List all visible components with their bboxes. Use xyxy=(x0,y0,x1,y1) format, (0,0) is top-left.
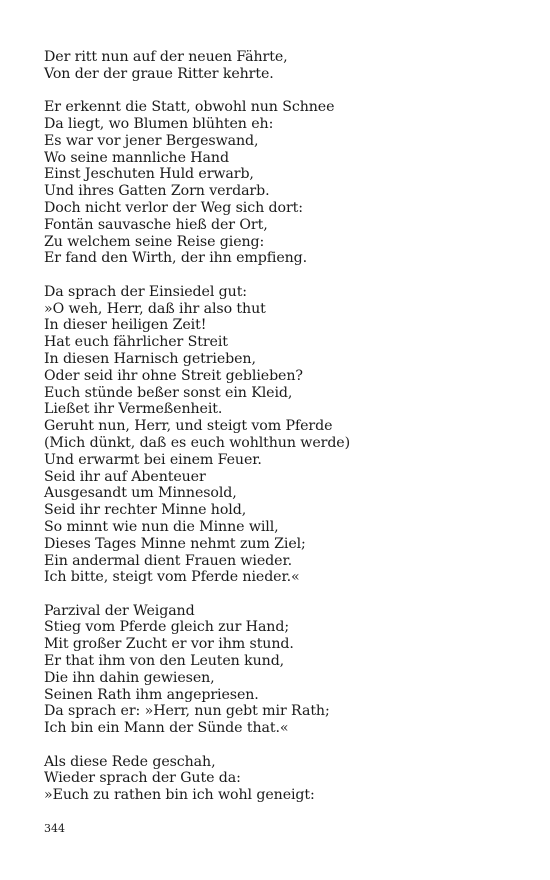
stanza xyxy=(44,49,524,83)
verse-line: Als diese Rede geschah, xyxy=(44,753,216,770)
verse-line: Ein andermal dient Frauen wieder. xyxy=(44,552,292,569)
verse-line: Fontän sauvasche hieß der Ort, xyxy=(44,216,268,233)
verse-line: Die ihn dahin gewiesen, xyxy=(44,669,215,686)
verse-line: Seid ihr rechter Minne hold, xyxy=(44,502,247,519)
verse-line: Mit großer Zucht er vor ihm stund. xyxy=(44,636,294,653)
verse-line: Ausgesandt um Minnesold, xyxy=(44,485,237,502)
verse-line: In diesen Harnisch getrieben, xyxy=(44,350,256,367)
verse-line: So minnt wie nun die Minne will, xyxy=(44,518,279,535)
verse-line: Er erkennt die Statt, obwohl nun Schnee xyxy=(44,99,335,116)
verse-line: Der ritt nun auf der neuen Fährte, xyxy=(44,49,288,65)
verse-line: Euch stünde beßer sonst ein Kleid, xyxy=(44,384,293,401)
verse-line: Doch nicht verlor der Weg sich dort: xyxy=(44,199,303,216)
verse-line: Dieses Tages Minne nehmt zum Ziel; xyxy=(44,535,306,552)
stanza xyxy=(44,284,524,586)
verse-line: »Euch zu rathen bin ich wohl geneigt: xyxy=(44,787,315,804)
verse-line: Zu welchem seine Reise gieng: xyxy=(44,233,265,250)
verse-line: Da liegt, wo Blumen blühten eh: xyxy=(44,115,274,132)
verse-line: »O weh, Herr, daß ihr also thut xyxy=(44,300,266,317)
verse-line: Seinen Rath ihm angepriesen. xyxy=(44,686,259,703)
verse-line: Parzival der Weigand xyxy=(44,602,195,619)
stanza xyxy=(44,99,524,267)
poem-text xyxy=(44,49,524,821)
verse-line: Und ihres Gatten Zorn verdarb. xyxy=(44,183,270,200)
verse-line: Da sprach er: »Herr, nun gebt mir Rath; xyxy=(44,703,330,720)
verse-line: Ließet ihr Vermeßenheit. xyxy=(44,401,223,418)
verse-line: Ich bitte, steigt vom Pferde nieder.« xyxy=(44,569,300,586)
verse-line: Von der der graue Ritter kehrte. xyxy=(44,65,274,82)
verse-line: Wieder sprach der Gute da: xyxy=(44,770,241,787)
verse-line: Seid ihr auf Abenteuer xyxy=(44,468,206,485)
verse-line: Ich bin ein Mann der Sünde that.« xyxy=(44,720,289,737)
page-number: 344 xyxy=(44,822,65,835)
verse-line: Hat euch fährlicher Streit xyxy=(44,334,228,351)
verse-line: Und erwarmt bei einem Feuer. xyxy=(44,451,262,468)
verse-line: Er that ihm von den Leuten kund, xyxy=(44,653,285,670)
verse-line: Oder seid ihr ohne Streit geblieben? xyxy=(44,367,303,384)
stanza xyxy=(44,603,524,737)
verse-line: Es war vor jener Bergeswand, xyxy=(44,132,259,149)
verse-line: Geruht nun, Herr, und steigt vom Pferde xyxy=(44,418,333,435)
verse-line: Da sprach der Einsiedel gut: xyxy=(44,283,247,300)
verse-line: Stieg vom Pferde gleich zur Hand; xyxy=(44,619,290,636)
verse-line: (Mich dünkt, daß es euch wohlthun werde) xyxy=(44,434,351,451)
verse-line: Er fand den Wirth, der ihn empfieng. xyxy=(44,250,308,267)
verse-line: Wo seine mannliche Hand xyxy=(44,149,229,166)
stanza xyxy=(44,754,524,804)
verse-line: Einst Jeschuten Huld erwarb, xyxy=(44,166,254,183)
verse-line: In dieser heiligen Zeit! xyxy=(44,317,207,334)
